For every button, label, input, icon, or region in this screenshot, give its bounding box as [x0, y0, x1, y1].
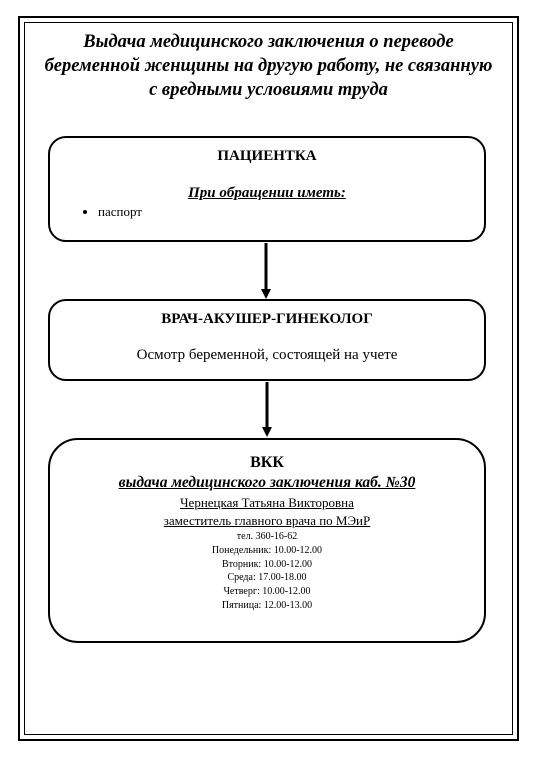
vkk-phone: тел. 360-16-62	[236, 531, 298, 542]
doctor-description: Осмотр беременной, состоящей на учете	[136, 347, 398, 363]
schedule-item: Вторник: 10.00-12.00	[221, 558, 313, 570]
patient-heading: ПАЦИЕНТКА	[217, 148, 317, 164]
page-title: Выдача медицинского заключения о переводе беременной женщины на другую работу, не связанную с вредными условиями труда	[44, 32, 493, 100]
arrow-patient-to-doctor	[261, 243, 271, 299]
patient-subheading: При обращении иметь:	[188, 185, 346, 201]
schedule-item: Понедельник: 10.00-12.00	[211, 544, 323, 556]
requirement-item: • паспорт	[98, 204, 142, 220]
vkk-person-position: заместитель главного врача по МЭиР	[163, 513, 371, 528]
schedule-item: Четверг: 10.00-12.00	[223, 586, 311, 598]
arrow-doctor-to-vkk	[262, 382, 272, 437]
vkk-heading: ВКК	[250, 454, 284, 471]
schedule-item: Среда: 17.00-18.00	[227, 572, 307, 584]
doctor-heading: ВРАЧ-АКУШЕР-ГИНЕКОЛОГ	[161, 311, 373, 327]
vkk-office: выдача медицинского заключения каб. №30	[118, 474, 416, 491]
schedule-item: Пятница: 12.00-13.00	[221, 599, 313, 611]
vkk-person-name: Чернецкая Татьяна Викторовна	[180, 495, 354, 510]
